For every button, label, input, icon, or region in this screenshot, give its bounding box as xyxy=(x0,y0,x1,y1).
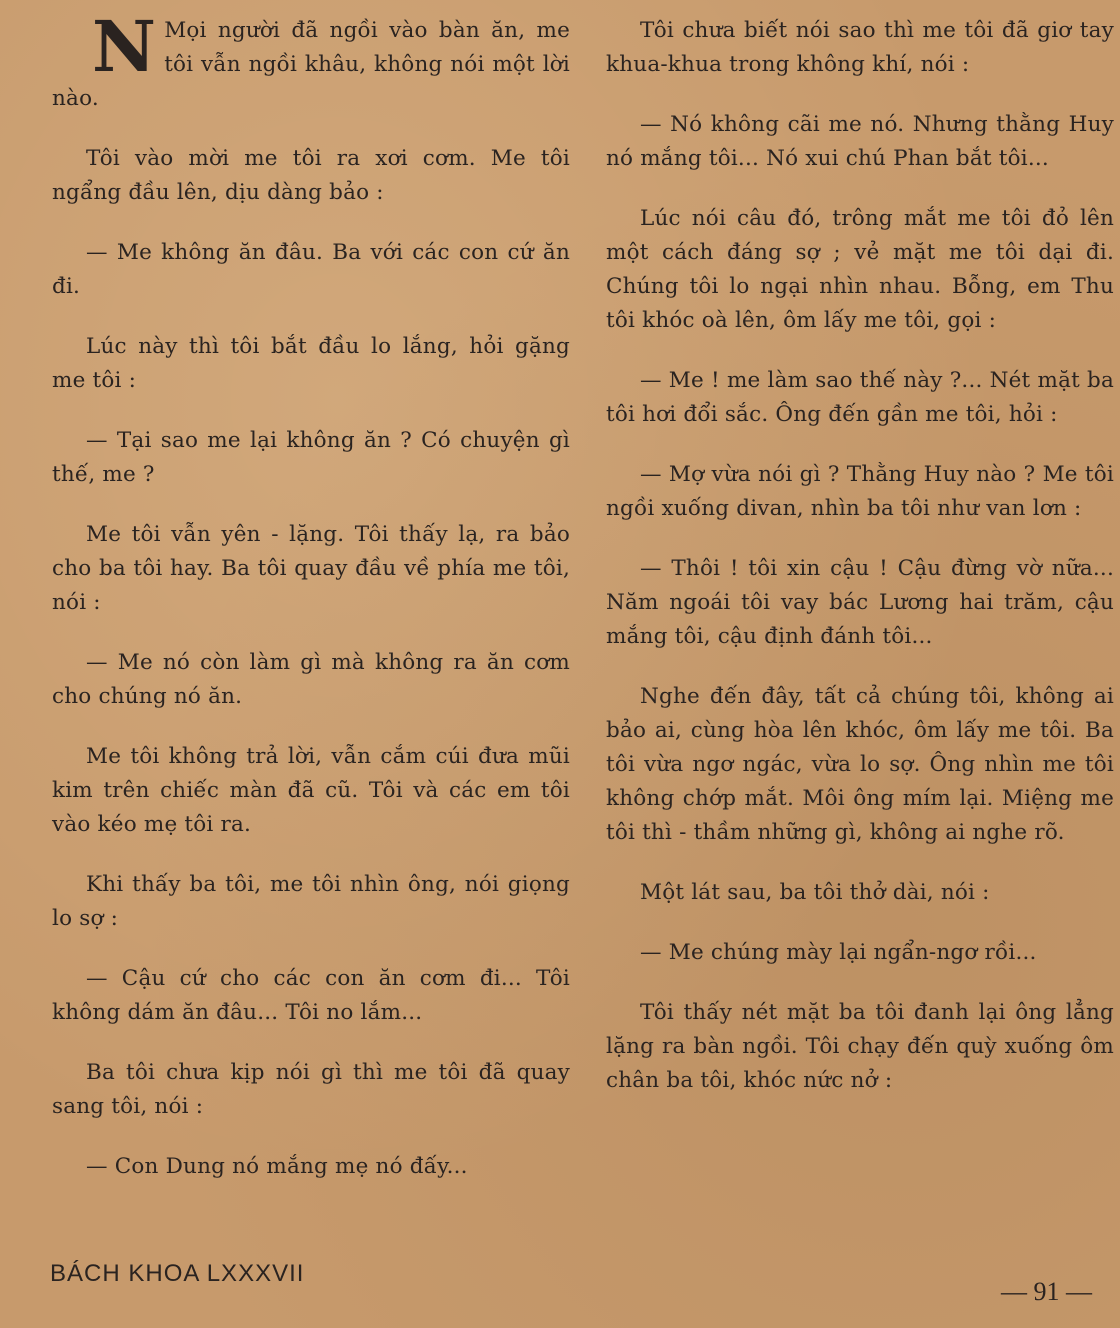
paragraph: Một lát sau, ba tôi thở dài, nói : xyxy=(640,880,990,905)
paragraph: Me tôi không trả lời, vẫn cắm cúi đưa mũi kim trên chiếc màn đã cũ. Tôi và các em tôi vào kéo mẹ tôi ra. xyxy=(52,744,570,837)
publication-footer: BÁCH KHOA LXXXVII xyxy=(50,1260,305,1287)
dialogue-paragraph: — Nó không cãi me nó. Nhưng thằng Huy nó mắng tôi... Nó xui chú Phan bắt tôi... xyxy=(606,112,1114,171)
dialogue-paragraph: — Me nó còn làm gì mà không ra ăn cơm cho chúng nó ăn. xyxy=(52,650,570,709)
dialogue-paragraph: — Me ! me làm sao thế này ?... Nét mặt ba tôi hơi đổi sắc. Ông đến gần me tôi, hỏi : xyxy=(606,368,1114,427)
paragraph: Me tôi vẫn yên - lặng. Tôi thấy lạ, ra bảo cho ba tôi hay. Ba tôi quay đầu về phía me tôi, nói : xyxy=(52,522,570,615)
dialogue-paragraph: — Tại sao me lại không ăn ? Có chuyện gì thế, me ? xyxy=(52,428,570,487)
dialogue-paragraph: — Thôi ! tôi xin cậu ! Cậu đừng vờ nữa... Năm ngoái tôi vay bác Lương hai trăm, cậu mắng tôi, cậu định đánh tôi... xyxy=(606,556,1114,649)
opening-paragraph xyxy=(52,5,570,116)
paragraph: Tôi chưa biết nói sao thì me tôi đã giơ tay khua-khua trong không khí, nói : xyxy=(606,18,1114,77)
dialogue-paragraph: — Me chúng mày lại ngẩn-ngơ rồi... xyxy=(640,940,1037,965)
right-column xyxy=(606,14,1114,1124)
page-number: — 91 — xyxy=(1001,1277,1092,1306)
left-column xyxy=(52,5,570,1210)
paragraph: Tôi thấy nét mặt ba tôi đanh lại ông lẳng lặng ra bàn ngồi. Tôi chạy đến quỳ xuống ôm chân ba tôi, khóc nức nở : xyxy=(606,1000,1114,1093)
paragraph: Tôi vào mời me tôi ra xơi cơm. Me tôi ngẩng đầu lên, dịu dàng bảo : xyxy=(52,146,570,205)
dialogue-paragraph: — Mợ vừa nói gì ? Thằng Huy nào ? Me tôi ngồi xuống divan, nhìn ba tôi như van lơn : xyxy=(606,462,1114,521)
dialogue-paragraph: — Con Dung nó mắng mẹ nó đấy... xyxy=(86,1154,468,1179)
drop-cap: N xyxy=(92,5,157,88)
paragraph: Nghe đến đây, tất cả chúng tôi, không ai bảo ai, cùng hòa lên khóc, ôm lấy me tôi. Ba tôi vừa ngơ ngác, vừa lo sợ. Ông nhìn me tôi không chớp mắt. Môi ông mím lại. Miệng me tôi thì - thầm những gì, không ai nghe rõ. xyxy=(606,684,1114,845)
paragraph-text: Mọi người đã ngồi vào bàn ăn, me tôi vẫn ngồi khâu, không nói một lời nào. xyxy=(52,18,570,111)
paragraph: Lúc nói câu đó, trông mắt me tôi đỏ lên một cách đáng sợ ; vẻ mặt me tôi dại đi. Chúng tôi lo ngại nhìn nhau. Bỗng, em Thu tôi khóc oà lên, ôm lấy me tôi, gọi : xyxy=(606,206,1114,333)
paragraph: Lúc này thì tôi bắt đầu lo lắng, hỏi gặng me tôi : xyxy=(52,334,570,393)
dialogue-paragraph: — Cậu cứ cho các con ăn cơm đi... Tôi không dám ăn đâu... Tôi no lắm... xyxy=(52,966,570,1025)
paragraph: Ba tôi chưa kịp nói gì thì me tôi đã quay sang tôi, nói : xyxy=(52,1060,570,1119)
dialogue-paragraph: — Me không ăn đâu. Ba với các con cứ ăn đi. xyxy=(52,240,570,299)
paragraph: Khi thấy ba tôi, me tôi nhìn ông, nói giọng lo sợ : xyxy=(52,872,570,931)
